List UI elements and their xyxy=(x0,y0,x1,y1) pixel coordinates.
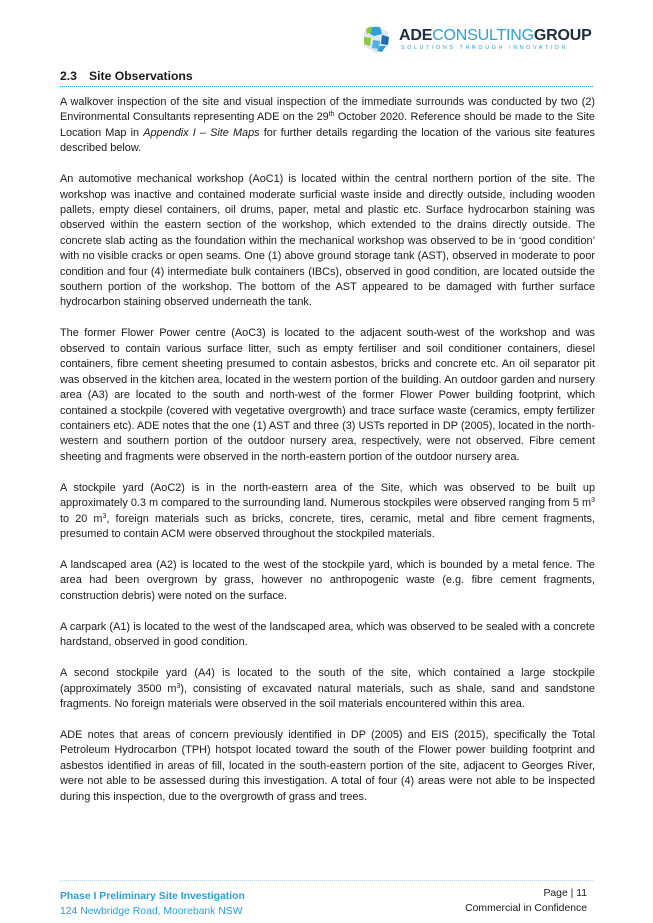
footer-page-info xyxy=(465,886,587,916)
company-logo xyxy=(356,22,598,58)
section-number: 2.3 xyxy=(60,69,77,83)
paragraph-stockpile-yard xyxy=(60,481,595,543)
globe-logo-icon xyxy=(356,22,396,56)
paragraph-landscaped-area: A landscaped area (A2) is located to the west of the stockpile yard, which is bounded by a metal fence. The area had been overgrown by grass, however no anthropogenic waste (e.g. fibre cement fragments, construction debris) were noted on the surface. xyxy=(60,558,595,602)
section-heading xyxy=(60,69,593,87)
confidentiality-label: Commercial in Confidence xyxy=(465,903,587,914)
appendix-reference: Appendix I – Site Maps xyxy=(143,126,260,139)
text-run: to 20 m xyxy=(60,512,103,525)
paragraph-workshop: An automotive mechanical workshop (AoC1) is located within the central northern portion of the site. The workshop was inactive and contained moderate surficial waste inside and directly outside, including wooden pallets, empty diesel containers, oil drums, paper, metal and plastic etc. Surface hydrocarbon staining was observed within the eastern section of the workshop, which extended to the drains directly outside. The concrete slab acting as the foundation within the mechanical workshop was observed to be in ‘good condition’ with no visible cracks or open seams. One (1) above ground storage tank (AST), observed in moderate to poor condition and four (4) intermediate bulk containers (IBCs), observed in good condition, are located outside the southern portion of the workshop. The bottom of the AST appeared to be damaged with further surface hydrocarbon staining observed underneath the tank. xyxy=(60,173,595,309)
text-run: October 2020. Reference should be made to the Site Location Map in xyxy=(60,111,595,139)
superscript: 3 xyxy=(591,497,595,505)
footer-divider xyxy=(60,880,593,881)
section-title: Site Observations xyxy=(89,69,193,83)
logo-wordmark xyxy=(399,28,592,44)
footer-report-info xyxy=(60,889,245,919)
text-run: , foreign materials such as bricks, concrete, tires, ceramic, metal and fibre cement fragments, presumed to contain ACM were observed throughout the stockpiled materials. xyxy=(60,512,595,540)
text-run: A stockpile yard (AoC2) is in the north-eastern area of the Site, which was observed to be built up approximately 0.3 m compared to the surrounding land. Numerous stockpiles were observed ranging from 5 m xyxy=(60,481,595,510)
text-run: for further details regarding the location of the various site features described below. xyxy=(60,126,595,155)
superscript: 3 xyxy=(102,512,107,520)
page-number: Page | 11 xyxy=(543,888,587,899)
logo-word-group: GROUP xyxy=(533,27,592,44)
logo-word-ade: ADE xyxy=(399,27,433,44)
logo-tagline: SOLUTIONS THROUGH INNOVATION xyxy=(401,45,568,51)
paragraph-flower-power: The former Flower Power centre (AoC3) is located to the adjacent south-west of the workshop and was observed to contain various surface litter, such as empty fertiliser and soil conditioner containers, diesel containers, fibre cement sheeting presumed to contain asbestos, bricks and concrete etc. An oil separator pit was observed in the kitchen area, located in the western portion of the building. An outdoor garden and nursery area (A3) are located to the south and north-west of the former Flower Power building footprint, which contained a stockpile (covered with vegetative overgrowth) and trace surface waste (ceramics, empty fertilizer containers etc). ADE notes that the one (1) AST and three (3) USTs reported in DP (2005), located in the north-western and southern portion of the outdoor nursery area, respectively, were not observed. Fibre cement sheeting and fragments were observed in the north-eastern portion of the outdoor nursery area. xyxy=(60,327,595,463)
paragraph-areas-of-concern: ADE notes that areas of concern previously identified in DP (2005) and EIS (2015), specifically the Total Petroleum Hydrocarbon (TPH) hotspot located toward the south of the Flower power building footprint and asbestos identified in areas of fill, located in the south-eastern portion of the site, adjacent to Georges River, were not able to be assessed during this investigation. A total of four (4) areas were not able to be inspected during this inspection, due to the overgrowth of grass and trees. xyxy=(60,728,595,803)
text-run: A second stockpile yard (A4) is located to the south of the site, which contained a large stockpile (approximately 3500 m xyxy=(60,667,595,695)
footer-site-address: 124 Newbridge Road, Moorebank NSW xyxy=(60,906,243,917)
body-content xyxy=(60,95,595,821)
superscript: th xyxy=(328,111,335,119)
text-run: ), consisting of excavated natural materials, such as shale, sand and sandstone fragments. No foreign materials were observed in the soil materials encountered within this area. xyxy=(60,682,595,710)
footer-report-title: Phase I Preliminary Site Investigation xyxy=(60,891,245,902)
superscript: 3 xyxy=(176,682,181,690)
paragraph-walkover xyxy=(60,95,595,157)
logo-word-consulting: CONSULTING xyxy=(432,27,534,44)
text-run: A walkover inspection of the site and visual inspection of the immediate surrounds was conducted by two (2) Environmental Consultants representing ADE on the 29 xyxy=(60,96,595,124)
paragraph-second-stockpile xyxy=(60,666,595,712)
paragraph-carpark: A carpark (A1) is located to the west of the landscaped area, which was observed to be sealed with a concrete hardstand, observed in good condition. xyxy=(60,620,595,649)
